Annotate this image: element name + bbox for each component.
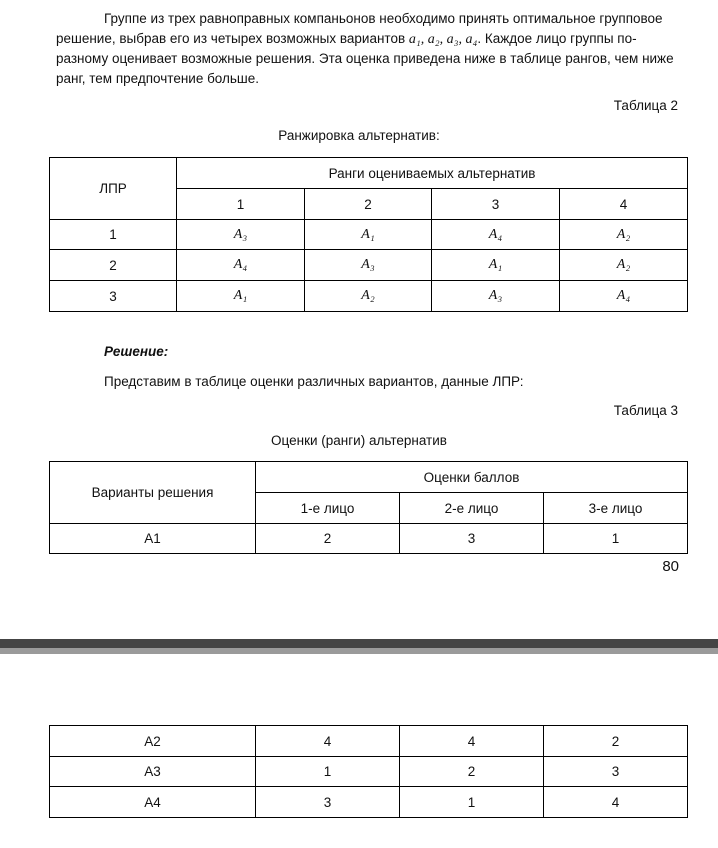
ranking-table [49, 157, 688, 312]
rank-cell: A₂ [560, 250, 688, 281]
variant-cell: A1 [50, 524, 256, 554]
header-person: 2-е лицо [400, 493, 544, 524]
page-break-shadow [0, 648, 718, 654]
rank-cell: A₁ [305, 220, 432, 250]
rank-cell: A₃ [177, 220, 305, 250]
intro-line-1: Группе из трех равноправных компаньонов необходимо принять оптимальное групповое [104, 11, 663, 26]
intro-paragraph [56, 9, 686, 88]
table2-number: Таблица 2 [613, 98, 678, 113]
table-row [50, 787, 688, 818]
header-ranks-group: Ранги оцениваемых альтернатив [177, 158, 688, 189]
header-rank: 3 [432, 189, 560, 220]
score-cell: 3 [544, 757, 688, 787]
score-cell: 2 [256, 524, 400, 554]
dm-cell: 2 [50, 250, 177, 281]
variant-symbols: a₁, a₂, a₃, a₄ [408, 31, 478, 47]
intro-line-4: ранг, тем предпочтение больше. [56, 70, 260, 86]
header-rank: 4 [560, 189, 688, 220]
variant-cell: A4 [50, 787, 256, 818]
intro-line-3: разному оценивает возможные решения. Эта оценка приведена ниже в таблице рангов, чем ниже [56, 51, 674, 66]
score-cell: 1 [544, 524, 688, 554]
dm-cell: 1 [50, 220, 177, 250]
header-person: 3-е лицо [544, 493, 688, 524]
rank-cell: A₂ [560, 220, 688, 250]
header-rank: 1 [177, 189, 305, 220]
score-cell: 3 [256, 787, 400, 818]
rank-cell: A₄ [177, 250, 305, 281]
rank-cell: A₃ [305, 250, 432, 281]
score-cell: 4 [400, 726, 544, 757]
table-row [50, 281, 688, 312]
table-row [50, 250, 688, 281]
score-cell: 2 [400, 757, 544, 787]
page-break-divider [0, 639, 718, 648]
dm-cell: 3 [50, 281, 177, 312]
page-number: 80 [662, 558, 679, 575]
table2-title: Ранжировка альтернатив: [278, 128, 440, 143]
header-rank: 2 [305, 189, 432, 220]
table-row [50, 757, 688, 787]
scores-table-part2 [49, 725, 688, 818]
rank-cell: A₃ [432, 281, 560, 312]
variant-cell: A2 [50, 726, 256, 757]
table-row [50, 726, 688, 757]
table3-number: Таблица 3 [613, 403, 678, 418]
header-person: 1-е лицо [256, 493, 400, 524]
scores-table-part1 [49, 461, 688, 554]
solution-label: Решение: [104, 344, 169, 359]
table-row [50, 220, 688, 250]
table3-title: Оценки (ранги) альтернатив [271, 433, 447, 448]
rank-cell: A₄ [560, 281, 688, 312]
score-cell: 1 [256, 757, 400, 787]
rank-cell: A₂ [305, 281, 432, 312]
variant-cell: A3 [50, 757, 256, 787]
header-scores-group: Оценки баллов [256, 462, 688, 493]
table-row [50, 524, 688, 554]
intro-line-2a: решение, выбрав его из четырех возможных вариантов [56, 30, 409, 46]
header-dm: ЛПР [50, 158, 177, 220]
rank-cell: A₁ [177, 281, 305, 312]
score-cell: 1 [400, 787, 544, 818]
score-cell: 2 [544, 726, 688, 757]
header-variant: Варианты решения [50, 462, 256, 524]
score-cell: 4 [544, 787, 688, 818]
score-cell: 3 [400, 524, 544, 554]
score-cell: 4 [256, 726, 400, 757]
solution-text: Представим в таблице оценки различных вариантов, данные ЛПР: [104, 374, 524, 389]
rank-cell: A₄ [432, 220, 560, 250]
rank-cell: A₁ [432, 250, 560, 281]
intro-line-2b: . Каждое лицо группы по- [477, 30, 637, 46]
